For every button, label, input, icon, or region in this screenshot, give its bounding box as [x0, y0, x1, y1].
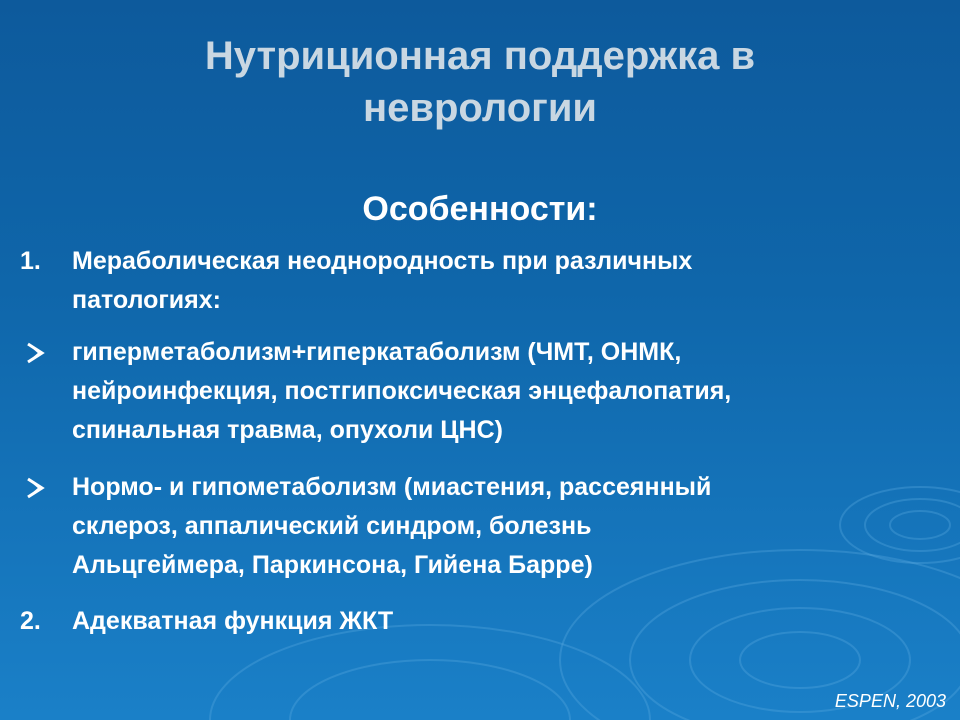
list-item-line: нейроинфекция, постгипоксическая энцефалопатия,: [72, 377, 732, 405]
arrow-bullet-icon: [20, 333, 60, 372]
slide-subtitle: Особенности:: [362, 190, 598, 228]
source-citation: ESPEN, 2003: [834, 691, 946, 711]
list-item-line: Нормо- и гипометаболизм (миастения, рассеянный: [72, 473, 712, 501]
list-number: 2.: [20, 607, 41, 635]
slide-title-line-2: неврологии: [362, 86, 598, 130]
list-item-line: спинальная травма, опухоли ЦНС): [72, 416, 503, 444]
list-item-text: [72, 468, 932, 585]
list-number: 1.: [20, 247, 41, 275]
list-item-text: [72, 333, 932, 450]
list-item-text: [72, 242, 932, 320]
slide-title: [0, 30, 960, 134]
list-item-line: патологиях:: [72, 286, 221, 314]
list-item-text: [72, 602, 932, 641]
list-item-line: Мераболическая неоднородность при различных: [72, 247, 693, 275]
arrow-bullet-icon: [20, 468, 60, 507]
list-item-line: Альцгеймера, Паркинсона, Гийена Барре): [72, 551, 593, 579]
list-item-line: склероз, аппалический синдром, болезнь: [72, 512, 592, 540]
list-item-line: гиперметаболизм+гиперкатаболизм (ЧМТ, ОНМК,: [72, 338, 682, 366]
slide-title-line-1: Нутриционная поддержка в: [204, 34, 756, 78]
list-item-line: Адекватная функция ЖКТ: [72, 607, 394, 635]
